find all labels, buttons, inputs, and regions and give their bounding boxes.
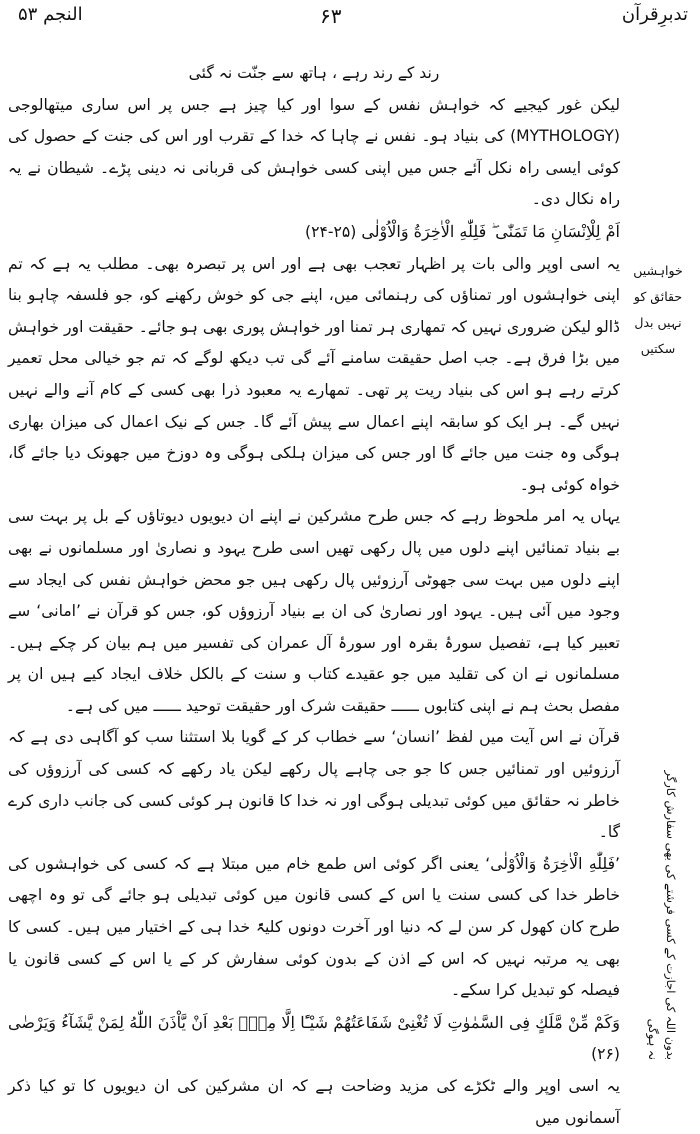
verse-1-text: اَمْ لِلْاِنْسَانِ مَا تَمَنّٰی ۖ فَلِلّٰهِ الْاٰخِرَةُ وَالْاُوْلٰی	[361, 221, 620, 241]
verse-2-text: وَكَمْ مِّنْ مَّلَكٍ فِی السَّمٰوٰتِ لَا تُغْنِیْ شَفَاعَتُهُمْ شَیْـًٔا اِلَّا مِنْۢ بَعْدِ اَنْ یَّاْذَنَ اللّٰهُ لِمَنْ یَّشَآءُ وَیَرْضٰی	[8, 1012, 620, 1032]
verse-1-reference: (۲۴-۲۵)	[305, 222, 357, 241]
verse-1	[8, 216, 620, 249]
heading-line: رند کے رند رہے ، ہاتھ سے جنّت نہ گئی	[188, 64, 440, 82]
paragraph-6: یہ اسی اوپر والے ٹکڑے کی مزید وضاحت ہے کہ ان مشرکین کی ان دیویوں کا تو کیا ذکر آسمانوں میں	[8, 1077, 620, 1127]
verse-2-reference: (۲۶)	[591, 1045, 620, 1064]
page-number: ۶۳	[320, 4, 342, 28]
paragraph-5: ’فَلِلّٰهِ الْاٰخِرَةُ وَالْاُوْلٰی‘ یعنی اگر کوئی اس طمع خام میں مبتلا ہے کہ کسی کی خواہشوں کی خاطر خدا کی کسی سنت یا اس کے کسی قانون میں کوئی تبدیلی ہو جائے گی تو وہ اچھی طرح کان کھول کر سن لے کہ دنیا اور آخرت دونوں کلیۃً خدا ہی کے اختیار میں ہیں۔ کسی کا بھی یہ مرتبہ نہیں کہ اس کے اذن کے بدون کوئی سفارش کر کے یا اس کے کسی قانون یا فیصلہ کو تبدیل کرا سکے۔	[8, 854, 620, 1000]
book-title: تدبرِقرآن	[621, 4, 688, 25]
paragraph-4: قرآن نے اس آیت میں لفظ ’انسان‘ سے خطاب کر کے گویا بلا استثنا سب کو آگاہی دی ہے کہ آرزوئیں اور تمنائیں جس کا جو جی چاہے پال رکھے لیکن یاد رکھے کہ کسی کی آرزوؤں کی خاطر نہ حقائق میں کوئی تبدیلی ہوگی اور نہ خدا کا قانون ہر کوئی کسی کی جانب داری کرے گا۔	[8, 728, 620, 842]
surah-reference: النجم ۵۳	[18, 4, 83, 25]
paragraph-3: یہاں یہ امر ملحوظ رہے کہ جس طرح مشرکین نے اپنے ان دیویوں دیوتاؤں کے بل پر بہت سی بے بنیاد تمنائیں اپنے دلوں میں پال رکھی تھیں اسی طرح یہود و نصاریٰ اور مسلمانوں نے بھی اپنے دلوں میں بہت سی جھوٹی آرزوئیں پال رکھی ہیں جو محض خواہش نفس کی ایجاد سے وجود میں آئی ہیں۔ یہود اور نصاریٰ کی ان بے بنیاد آرزوؤں کو، جس کو قرآن نے ’امانی‘ سے تعبیر کیا ہے، تفصیل سورۂ بقرہ اور سورۂ آل عمران کی تفسیر میں ہم بیان کر چکے ہیں۔ مسلمانوں نے ان کی تقلید میں جو عقیدے کتاب و سنت کے بالکل خلاف ایجاد کیے ہیں ان پر مفصل بحث ہم نے اپنی کتابوں ــــــ حقیقت شرک اور حقیقت توحید ــــــ میں کی ہے۔	[8, 507, 620, 715]
paragraph-1: لیکن غور کیجیے کہ خواہش نفس کے سوا اور کیا چیز ہے جس پر اس ساری میتھالوجی (MYTHOLOGY) کی بنیاد ہو۔ نفس نے چاہا کہ خدا کے تقرب اور اس کی جنت کے حصول کی کوئی ایسی راہ نکل آئے جس میں اپنی کسی خواہش کی قربانی نہ دینی پڑے۔ شیطان نے یہ راہ نکال دی۔	[8, 95, 620, 209]
margin-note-2: بدون اللہ کی اجازت کے کسی فرشتے کی بھی سفارش کارگر نہ ہوگی	[646, 770, 678, 1060]
verse-2	[8, 1007, 620, 1071]
paragraph-2: یہ اسی اوپر والی بات پر اظہار تعجب بھی ہے اور اس پر تبصرہ بھی۔ مطلب یہ ہے کہ تم اپنی خواہشوں اور تمناؤں کی رہنمائی میں، اپنے جی کو خوش رکھنے کو، جو فلسفہ چاہو بنا ڈالو لیکن ضروری نہیں کہ تمھاری ہر تمنا اور خواہش پوری بھی ہو جائے۔ حقیقت اور خواہش میں بڑا فرق ہے۔ جب اصل حقیقت سامنے آئے گی تب دیکھ لوگے کہ تم جو خیالی محل تعمیر کرتے رہے ہو اس کی بنیاد ریت پر تھی۔ تمھارے یہ معبود ذرا بھی کسی کے کام آنے والے نہیں نہیں گے۔ ہر ایک کو سابقہ اپنے اعمال سے پیش آئے گا۔ جس کے نیک اعمال کی میزان بھاری ہوگی وہ جنت میں جائے گا اور جس کی میزان ہلکی ہوگی وہ دوزخ میں جھونک دیا جائے گا، خواہ کوئی ہو۔	[8, 254, 620, 494]
margin-note-1: خواہشیں حقائق کو نہیں بدل سکتیں	[633, 263, 683, 356]
main-text	[8, 58, 620, 1134]
